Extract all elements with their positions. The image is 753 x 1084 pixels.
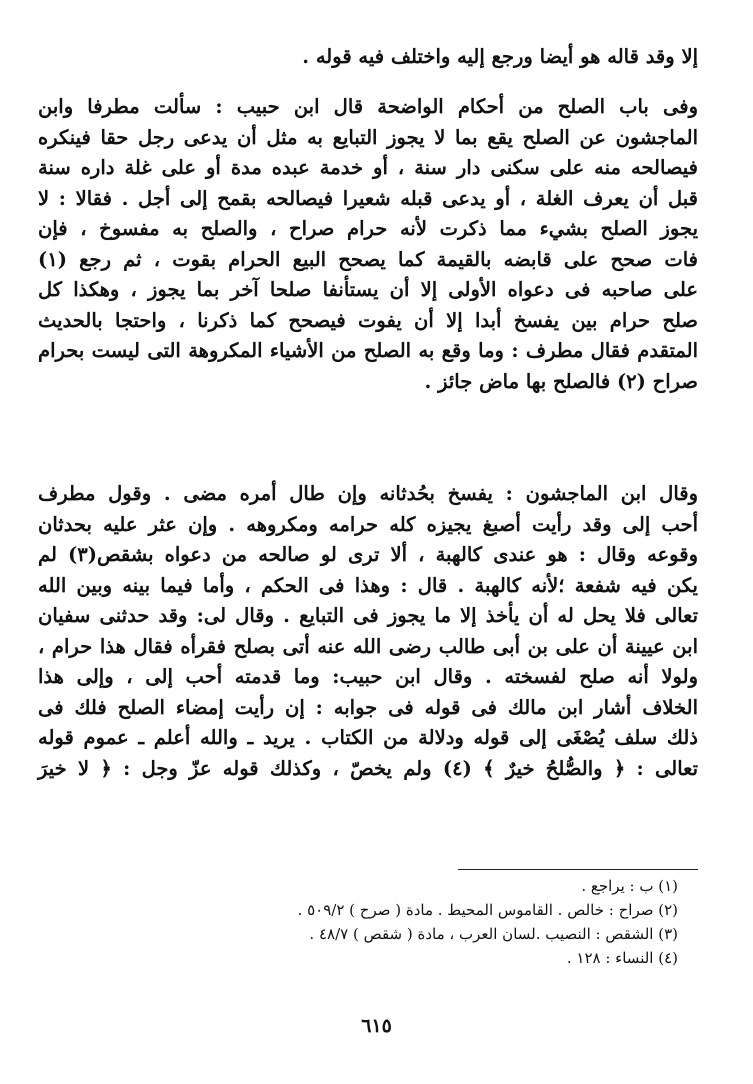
paragraph-majishun-opinion <box>38 479 698 784</box>
text-line: صلح حرام بين يفسخ أبدا إلا أن يفوت فيصحح كما ذكرنا ، واحتجا بالحديث <box>38 308 698 332</box>
footnotes <box>78 874 678 970</box>
paragraph-continuation <box>38 42 698 73</box>
text-line: صراح (٢) فالصلح بها ماض جائز . <box>424 369 698 393</box>
footnote: (٢) صراح : خالص . القاموس المحيط . مادة ( صرح ) ٥٠٩/٢ . <box>297 901 678 919</box>
footnote-divider <box>458 869 698 870</box>
text-line: وفى باب الصلح من أحكام الواضحة قال ابن حبيب : سألت مطرفا وابن <box>38 95 698 118</box>
text-line: تعالى فلا يحل له أن يأخذ إلا ما يجوز فى التبايع . وقال لى: وقد حدثنى سفيان <box>38 604 698 627</box>
text-line: فيصالحه منه على سكنى دار سنة ، أو خدمة عبده مدة أو على غلة داره سنة <box>38 156 698 179</box>
text-line: تعالى : ﴿ والصُّلحُ خيرٌ ﴾ (٤) ولم يخصّ ، وكذلك قوله عزّ وجل : ﴿ لا خيرَ <box>38 756 698 780</box>
text-line: وقال ابن الماجشون : يفسخ بحُدثانه وإن طال أمره مضى . وقول مطرف <box>38 482 698 505</box>
text-line: فات صحح على قابضه بالقيمة كما يصحح البيع الحرام بقوت ، ثم رجع (١) <box>38 247 698 271</box>
footnote: (٣) الشقص : النصيب .لسان العرب ، مادة ( شقص ) ٤٨/٧ . <box>309 925 678 943</box>
text-line: أحب إلى وقد رأيت أصبغ يجيزه كله حرامه ومكروهه . وإن عثر عليه بحدثان <box>38 512 698 536</box>
text-line: الماجشون عن الصلح يقع بما لا يجوز التبايع به مثل أن يدعى رجل حقا فينكره <box>38 125 698 149</box>
paragraph-wadiha-ruling <box>38 92 698 397</box>
text-line: إلا وقد قاله هو أيضا ورجع إليه واختلف فيه قوله . <box>302 45 698 68</box>
text-line: ذلك سلف يُصْغَى إلى قوله ودلالة من الكتاب . يريد ـ والله أعلم ـ عموم قوله <box>38 726 698 749</box>
footnote: (٤) النساء : ١٢٨ . <box>566 949 678 967</box>
text-line: يكن فيه شفعة ؛لأنه كالهبة . قال : وهذا فى الحكم ، وأما فيما بينه وبين الله <box>38 573 698 597</box>
text-line: يجوز الصلح بشيء مما ذكرت لأنه حرام صراح ، والصلح به مفسوخ ، فإن <box>38 217 698 240</box>
text-line: الخلاف أشار ابن مالك فى قوله فى جوابه : إن رأيت إمضاء الصلح فلك فى <box>38 695 698 719</box>
footnote: (١) ب : يراجع . <box>581 877 678 895</box>
text-line: وقوعه وقال : هو عندى كالهبة ، ألا ترى لو صالحه من دعواه بشقص(٣) لم <box>38 543 698 566</box>
text-line: ابن عيينة أن على بن أبى طالب رضى الله عنه أتى بصلح فقرأه فقال هذا حرام ، <box>38 634 698 658</box>
text-line: المتقدم فقال مطرف : وما وقع به الصلح من الأشياء المكروهة التى ليست بحرام <box>38 339 698 362</box>
text-line: على صاحبه فى دعواه الأولى إلا أن يستأنفا صلحا آخر بما يجوز ، وهكذا كل <box>38 278 698 301</box>
text-line: ولولا أنه صلح لفسخته . وقال ابن حبيب: وما قدمته أحب إلى ، وإلى هذا <box>38 665 698 688</box>
page-number: ٦١٥ <box>361 1015 392 1037</box>
text-line: قبل أن يعرف الغلة ، أو يدعى قبله شعيرا فيصالحه بقمح إلى أجل . فقالا : لا <box>38 186 698 210</box>
